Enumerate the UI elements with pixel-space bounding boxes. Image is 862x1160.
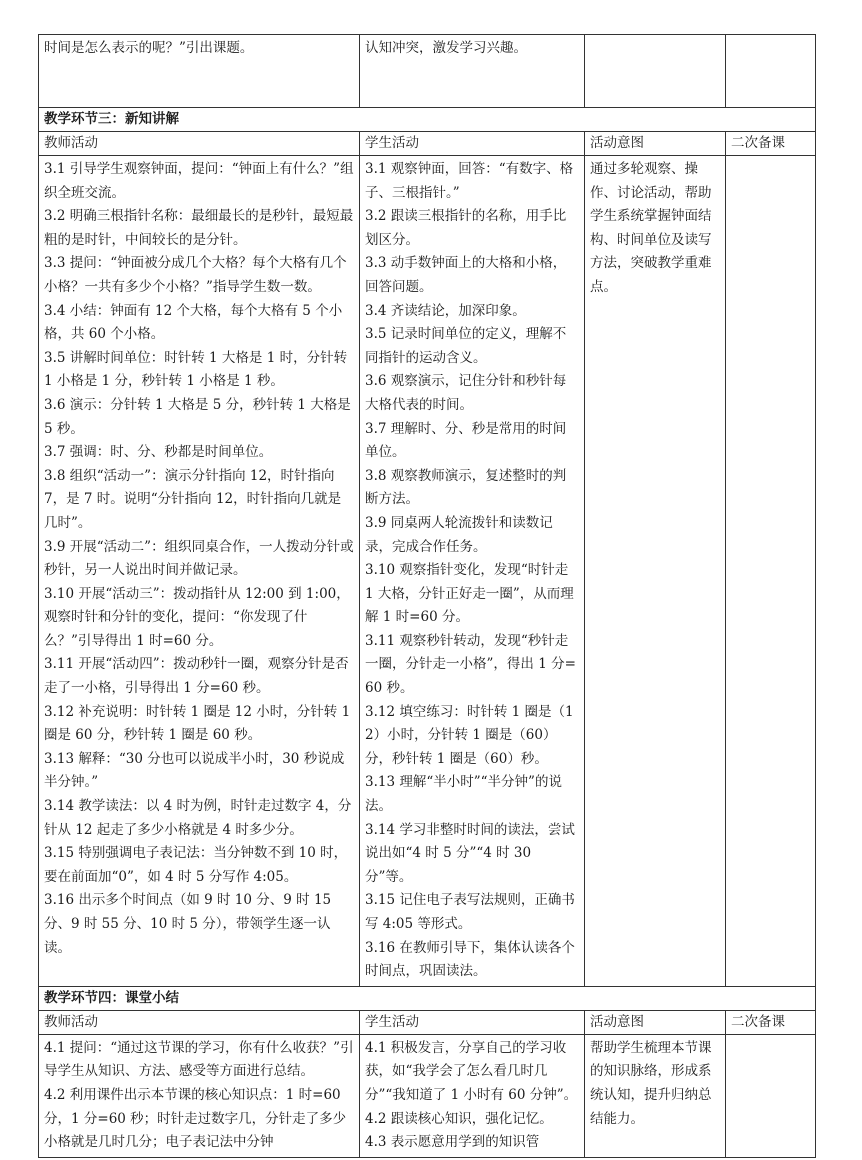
student-item: 4.2 跟读核心知识，强化记忆。 (365, 1110, 553, 1127)
teacher-item: 3.1 引导学生观察钟面，提问：“钟面上有什么？”组织全班交流。 (44, 161, 354, 201)
teacher-item: 3.8 组织“活动一”：演示分针指向 12，时针指向 7，是 7 时。说明“分针指向 12，时针指向几就是几时”。 (44, 467, 342, 531)
teacher-item: 3.4 小结：钟面有 12 个大格，每个大格有 5 个小格，共 60 个小格。 (44, 302, 343, 343)
section4-intent-cell: 帮助学生梳理本节课的知识脉络，形成系统认知，提升归纳总结能力。 (585, 1034, 726, 1157)
header-activity-intent: 活动意图 (585, 1010, 726, 1034)
student-item: 3.13 理解“半小时”“半分钟”的说法。 (365, 774, 562, 815)
section3-prep-cell (726, 156, 816, 987)
teacher-item: 4.1 提问：“通过这节课的学习，你有什么收获？”引导学生从知识、方法、感受等方面进行总结。 (44, 1039, 354, 1080)
student-item: 3.11 观察秒针转动，发现“秒针走一圈，分针走一小格”，得出 1 分=60 秒。 (365, 632, 576, 697)
student-item: 3.7 理解时、分、秒是常用的时间单位。 (365, 420, 567, 461)
teacher-item: 3.6 演示：分针转 1 大格是 5 分，秒针转 1 大格是 5 秒。 (44, 396, 351, 437)
student-item: 3.2 跟读三根指针的名称，用手比划区分。 (365, 208, 567, 248)
header-activity-intent: 活动意图 (585, 132, 726, 156)
carryover-prep-cell (726, 35, 816, 108)
header-second-prep: 二次备课 (726, 132, 816, 156)
lesson-plan-table (38, 34, 816, 1158)
section3-title-row (39, 108, 816, 132)
section4-student-cell (360, 1034, 585, 1157)
teacher-item: 3.2 明确三根指针名称：最细最长的是秒针，最短最粗的是时针，中间较长的是分针。 (44, 208, 354, 248)
teacher-item: 3.9 开展“活动二”：组织同桌合作，一人拨动分针或秒针，另一人说出时间并做记录。 (44, 538, 354, 579)
header-student-activity: 学生活动 (360, 1010, 585, 1034)
header-student-activity: 学生活动 (360, 132, 585, 156)
student-item: 4.3 表示愿意用学到的知识管 (365, 1134, 540, 1151)
section3-body-row (39, 156, 816, 987)
student-item: 3.1 观察钟面，回答：“有数字、格子、三根指针。” (365, 161, 574, 201)
teacher-item: 3.10 开展“活动三”：拨动指针从 12:00 到 1:00，观察时针和分针的变化，提问：“你发现了什么？”引导得出 1 时=60 分。 (44, 585, 350, 649)
carryover-teacher-cell: 时间是怎么表示的呢？”引出课题。 (39, 35, 360, 108)
section3-teacher-cell (39, 156, 360, 987)
teacher-item: 3.14 教学读法：以 4 时为例，时针走过数字 4，分针从 12 起走了多少小格就是 4 时多少分。 (44, 798, 352, 838)
section4-body-row (39, 1034, 816, 1157)
carryover-student-cell: 认知冲突，激发学习兴趣。 (360, 35, 585, 108)
header-teacher-activity: 教师活动 (39, 1010, 360, 1034)
teacher-item: 3.5 讲解时间单位：时针转 1 大格是 1 时，分针转 1 小格是 1 分，秒针转 1 小格是 1 秒。 (44, 349, 348, 390)
teacher-item: 3.11 开展“活动四”：拨动秒针一圈，观察分针是否走了一小格，引导得出 1 分=60 秒。 (44, 656, 349, 697)
student-item: 3.16 在教师引导下，集体认读各个时间点，巩固读法。 (365, 939, 575, 980)
section4-title: 教学环节四：课堂小结 (39, 986, 816, 1010)
section3-intent-cell: 通过多轮观察、操作、讨论活动，帮助学生系统掌握钟面结构、时间单位及读写方法，突破教学重难点。 (585, 156, 726, 987)
carryover-row (39, 35, 816, 108)
student-item: 3.5 记录时间单位的定义，理解不同指针的运动含义。 (365, 326, 567, 366)
section4-prep-cell (726, 1034, 816, 1157)
carryover-intent-cell (585, 35, 726, 108)
section3-title: 教学环节三：新知讲解 (39, 108, 816, 132)
section4-teacher-cell (39, 1034, 360, 1157)
teacher-item: 3.16 出示多个时间点（如 9 时 10 分、9 时 15 分、9 时 55 分、10 时 5 分），带领学生逐一认读。 (44, 892, 332, 956)
student-item: 3.12 填空练习：时针转 1 圈是（12）小时，分针转 1 圈是（60）分，秒针转 1 圈是（60）秒。 (365, 703, 574, 767)
student-item: 3.8 观察教师演示，复述整时的判断方法。 (365, 467, 567, 508)
student-item: 3.3 动手数钟面上的大格和小格，回答问题。 (365, 255, 567, 295)
student-item: 3.15 记住电子表写法规则，正确书写 4:05 等形式。 (365, 892, 575, 932)
section3-header-row (39, 132, 816, 156)
teacher-item: 3.3 提问：“钟面被分成几个大格？每个大格有几个小格？一共有多少个小格？”指导学生数一数。 (44, 255, 347, 295)
teacher-item: 3.12 补充说明：时针转 1 圈是 12 小时，分针转 1 圈是 60 分，秒针转 1 圈是 60 秒。 (44, 703, 351, 744)
section3-student-cell (360, 156, 585, 987)
student-item: 3.14 学习非整时时间的读法，尝试说出如“4 时 5 分”“4 时 30 分”等。 (365, 821, 575, 885)
student-item: 4.1 积极发言，分享自己的学习收获，如“我学会了怎么看几时几分”“我知道了 1 小时有 60 分钟”。 (365, 1039, 578, 1103)
teacher-item: 3.15 特别强调电子表记法：当分钟数不到 10 时，要在前面加“0”，如 4 时 5 分写作 4:05。 (44, 845, 348, 885)
student-item: 3.6 观察演示，记住分针和秒针每大格代表的时间。 (365, 373, 567, 413)
student-item: 3.4 齐读结论，加深印象。 (365, 302, 526, 319)
header-teacher-activity: 教师活动 (39, 132, 360, 156)
student-item: 3.10 观察指针变化，发现“时针走 1 大格，分针正好走一圈”，从而理解 1 时=60 分。 (365, 562, 574, 626)
student-item: 3.9 同桌两人轮流拨针和读数记录，完成合作任务。 (365, 514, 553, 555)
header-second-prep: 二次备课 (726, 1010, 816, 1034)
teacher-item: 3.13 解释：“30 分也可以说成半小时，30 秒说成半分钟。” (44, 750, 345, 791)
teacher-item: 3.7 强调：时、分、秒都是时间单位。 (44, 444, 273, 461)
section4-title-row (39, 986, 816, 1010)
teacher-item: 4.2 利用课件出示本节课的核心知识点：1 时=60分，1 分=60 秒；时针走过数字几，分针走了多少小格就是几时几分；电子表记法中分钟 (44, 1086, 347, 1151)
section4-header-row (39, 1010, 816, 1034)
